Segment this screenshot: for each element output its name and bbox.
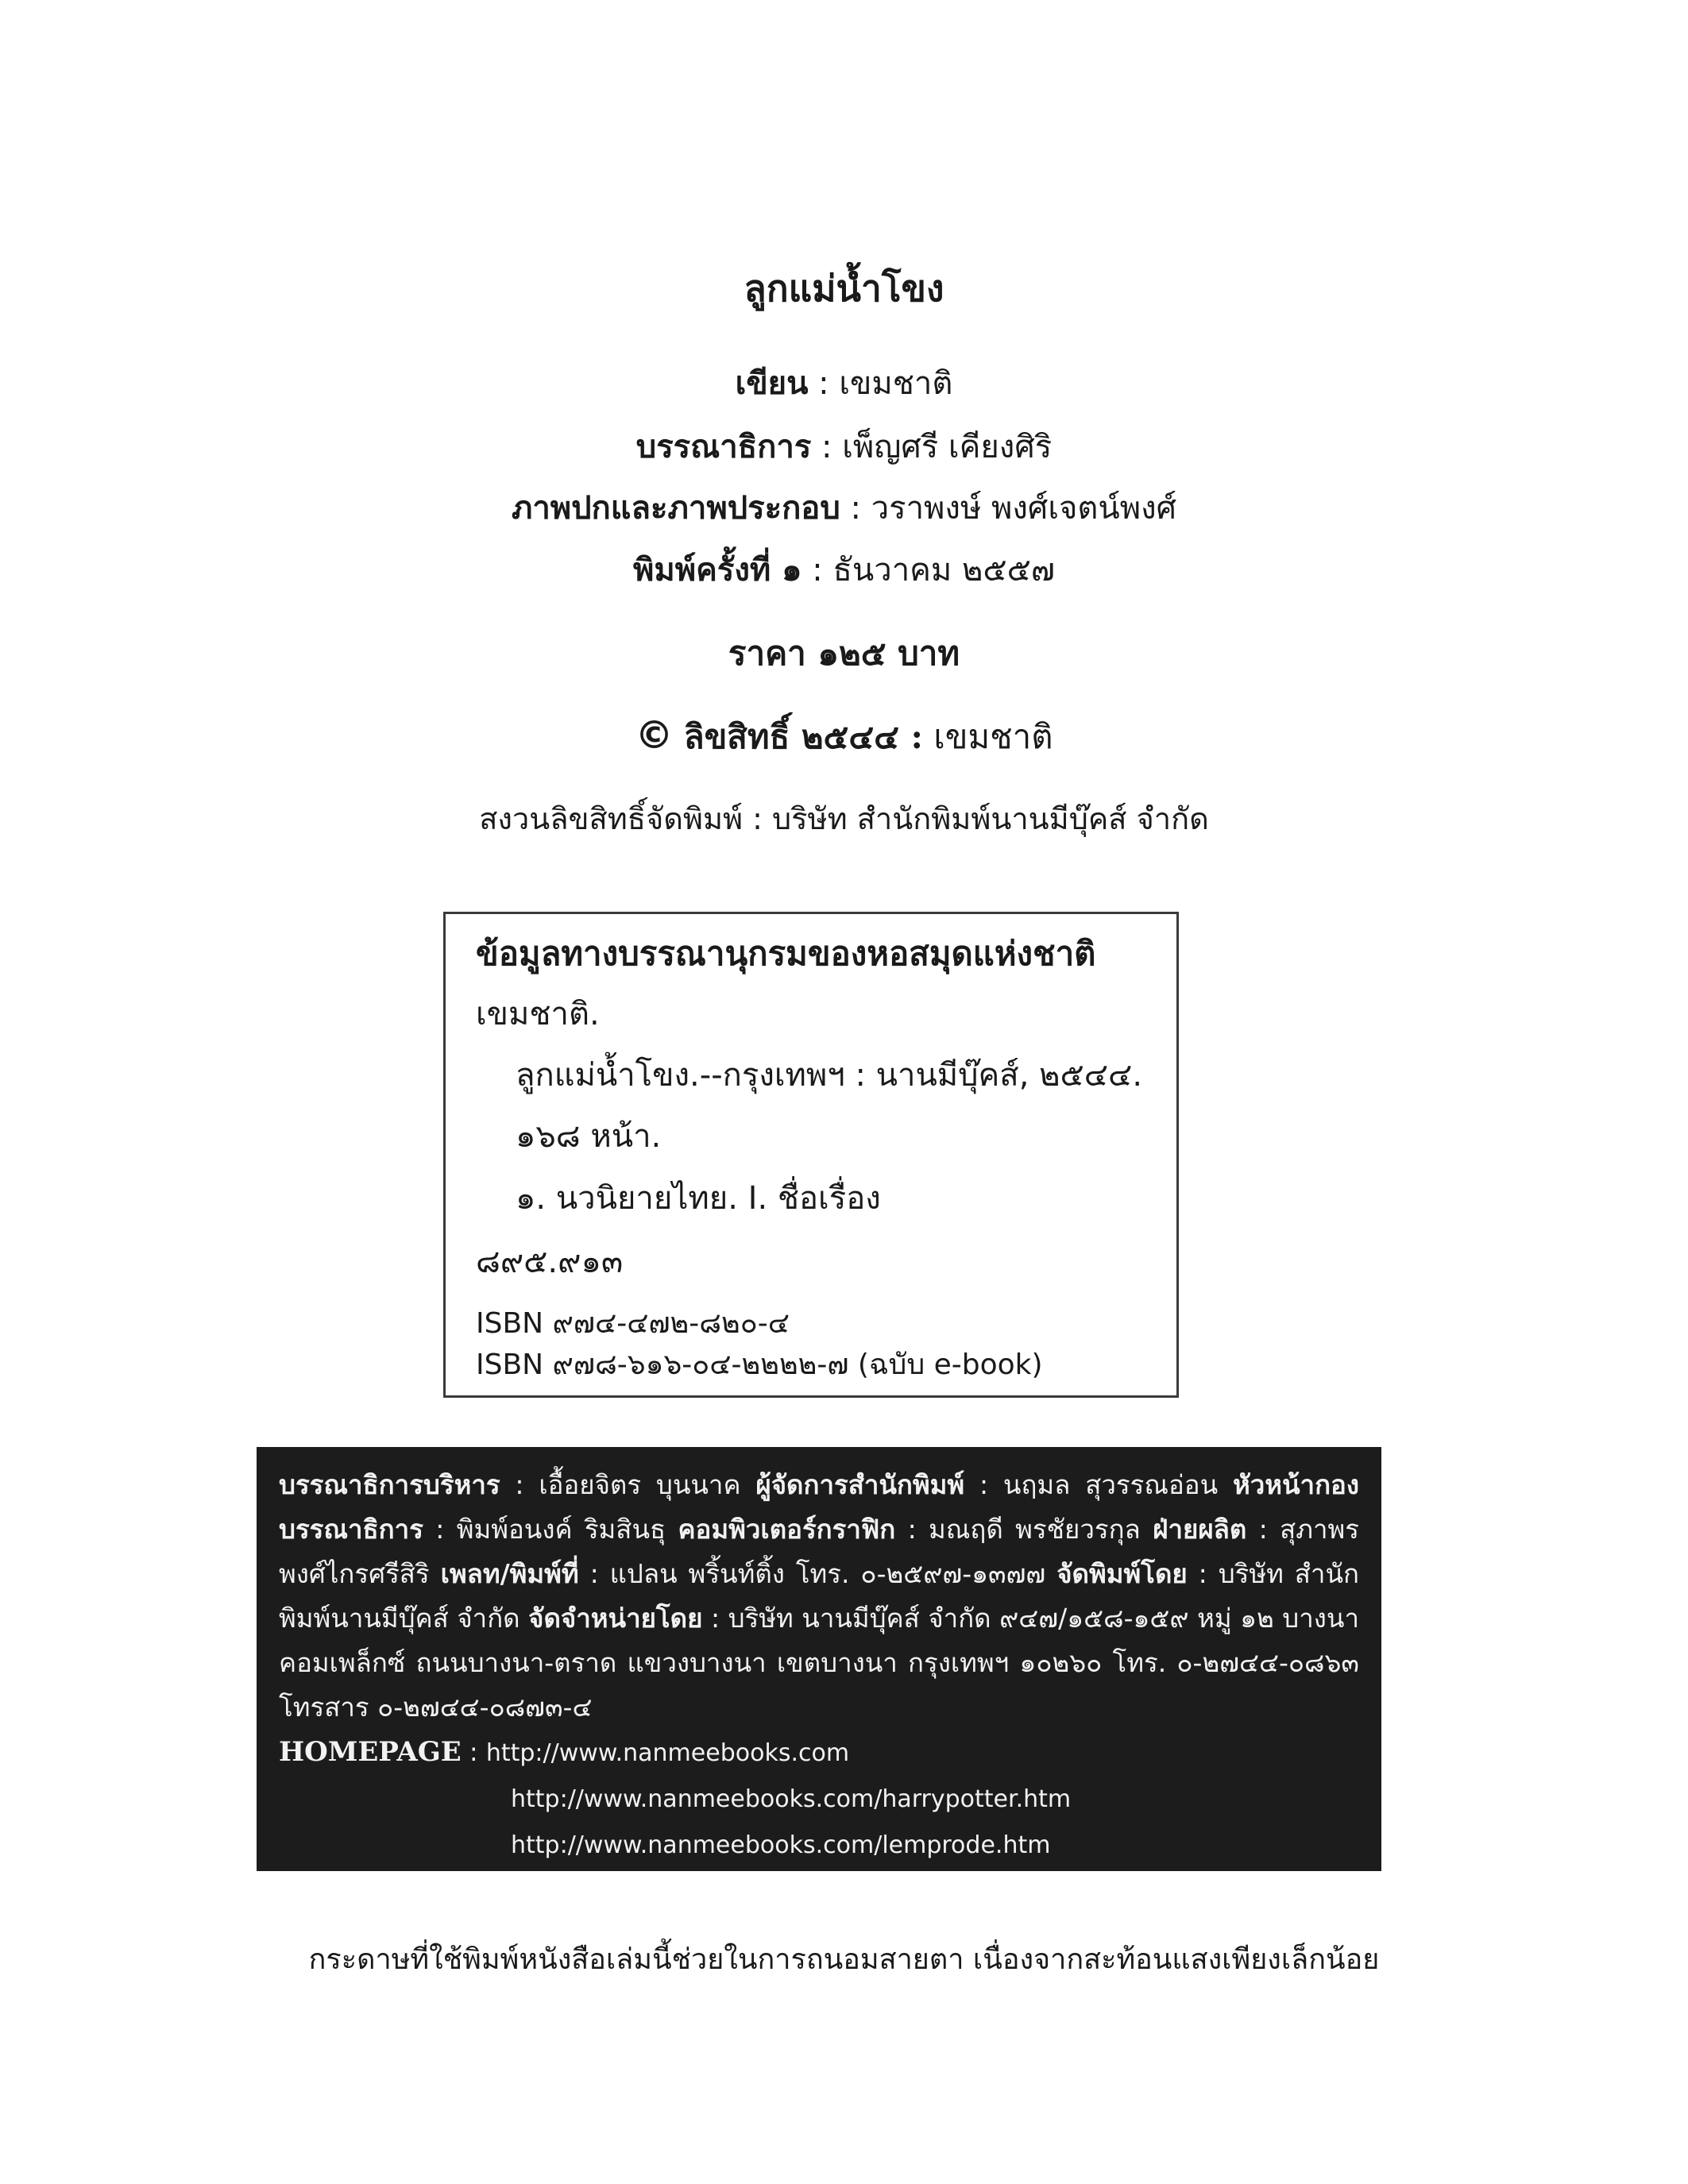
credit-editor: บรรณาธิการ : เพ็ญศรี เคียงศิริ: [635, 428, 1053, 465]
copyright-symbol: ©: [635, 713, 674, 758]
credit-value: วราพงษ์ พงศ์เจตน์พงศ์: [871, 490, 1177, 527]
imprint-value: สุภาพร พงศ์ไกรศรีสิริ: [279, 1514, 1359, 1589]
imprint-label: จัดจำหน่ายโดย: [528, 1603, 703, 1634]
imprint-value: เอื้อยจิตร บุนนาค: [539, 1469, 741, 1500]
imprint-label: บรรณาธิการบริหาร: [279, 1469, 500, 1500]
imprint-value: แปลน พริ้นท์ติ้ง โทร. ๐-๒๕๙๗-๑๓๗๗: [609, 1558, 1046, 1589]
homepage-link[interactable]: http://www.nanmeebooks.com: [485, 1739, 850, 1767]
imprint-label: ฝ่ายผลิต: [1153, 1514, 1247, 1545]
imprint-value: บริษัท สำนักพิมพ์นานมีบุ๊คส์ จำกัด: [279, 1558, 1359, 1634]
cip-box: [443, 912, 1179, 1398]
homepage-row: [279, 1776, 1359, 1822]
imprint-label: จัดพิมพ์โดย: [1056, 1558, 1188, 1589]
copyright-owner: เขมชาติ: [933, 717, 1053, 756]
imprint-label: ผู้จัดการสำนักพิมพ์: [755, 1469, 965, 1500]
cip-isbn-ebook: ISBN ๙๗๘-๖๑๖-๐๔-๒๒๒๒-๗ (ฉบับ e-book): [476, 1349, 1043, 1381]
copyright-label: ลิขสิทธิ์ ๒๕๔๔ :: [683, 717, 924, 756]
imprint-value: นฤมล สุวรรณอ่อน: [1002, 1469, 1219, 1500]
cip-title-line: ลูกแม่น้ำโขง.--กรุงเทพฯ : นานมีบุ๊คส์, ๒๕๔๔.: [516, 1057, 1143, 1094]
credit-value: เพ็ญศรี เคียงศิริ: [842, 429, 1053, 465]
credit-label: บรรณาธิการ: [635, 428, 812, 465]
copyright-line: [0, 713, 1688, 759]
credit-author: เขียน : เขมชาติ: [735, 365, 953, 402]
cip-heading: ข้อมูลทางบรรณานุกรมของหอสมุดแห่งชาติ: [476, 934, 1096, 973]
cip-classification: ๘๙๕.๙๑๓: [476, 1244, 624, 1280]
imprint-paragraph: บรรณาธิการบริหาร : เอื้อยจิตร บุนนาค ผู้จัดการสำนักพิมพ์ : นฤมล สุวรรณอ่อน หัวหน้ากองบรรณาธิการ : พิมพ์อนงค์ ริมสินธุ คอมพิวเตอร์กราฟิก : มณฤดี พรชัยวรกุล ฝ่ายผลิต : สุภาพร พงศ์ไกรศรีสิริ เพลท/พิมพ์ที่ : แปลน พริ้นท์ติ้ง โทร. ๐-๒๕๙๗-๑๓๗๗ จัดพิมพ์โดย : บริษัท สำนักพิมพ์นานมีบุ๊คส์ จำกัด จัดจำหน่ายโดย : บริษัท นานมีบุ๊คส์ จำกัด ๙๔๗/๑๕๘-๑๕๙ หมู่ ๑๒ บางนาคอมเพล็กซ์ ถนนบางนา-ตราด แขวงบางนา เขตบางนา กรุงเทพฯ ๑๐๒๖๐ โทร. ๐-๒๗๔๔-๐๘๖๓ โทรสาร ๐-๒๗๔๔-๐๘๗๓-๔: [279, 1469, 1359, 1723]
credit-label: ภาพปกและภาพประกอบ: [511, 489, 840, 527]
imprint-label: หัวหน้ากองบรรณาธิการ: [279, 1469, 1359, 1545]
homepage-link[interactable]: http://www.nanmeebooks.com/lemprode.htm: [511, 1831, 1051, 1859]
cip-isbn-print: ISBN ๙๗๔-๔๗๒-๘๒๐-๔: [476, 1307, 790, 1340]
credit-label: เขียน: [735, 365, 809, 402]
homepage-link[interactable]: http://www.nanmeebooks.com/harrypotter.htm: [511, 1785, 1072, 1813]
book-title: ลูกแม่น้ำโขง: [744, 267, 944, 310]
paper-note: กระดาษที่ใช้พิมพ์หนังสือเล่มนี้ช่วยในการถนอมสายตา เนื่องจากสะท้อนแสงเพียงเล็กน้อย: [308, 1943, 1380, 1976]
imprint-value: มณฤดี พรชัยวรกุล: [929, 1514, 1141, 1545]
imprint-value: บริษัท นานมีบุ๊คส์ จำกัด ๙๔๗/๑๕๘-๑๕๙ หมู่ ๑๒ บางนาคอมเพล็กซ์ ถนนบางนา-ตราด แขวงบางนา เขตบางนา กรุงเทพฯ ๑๐๒๖๐ โทร. ๐-๒๗๔๔-๐๘๖๓ โทรสาร ๐-๒๗๔๔-๐๘๗๓-๔: [279, 1603, 1359, 1723]
imprint-label: เพลท/พิมพ์ที่: [440, 1558, 579, 1589]
credit-value: เขมชาติ: [839, 365, 953, 402]
cip-author: เขมชาติ.: [476, 996, 600, 1032]
imprint-label: คอมพิวเตอร์กราฟิก: [678, 1514, 896, 1545]
credit-value: ธันวาคม ๒๕๕๗: [832, 552, 1055, 588]
homepage-label: HOMEPAGE: [279, 1736, 462, 1768]
publishing-rights: สงวนลิขสิทธิ์จัดพิมพ์ : บริษัท สำนักพิมพ์นานมีบุ๊คส์ จำกัด: [479, 801, 1209, 836]
price: ราคา ๑๒๕ บาท: [728, 634, 960, 673]
credit-illustrator: ภาพปกและภาพประกอบ : วราพงษ์ พงศ์เจตน์พงศ์: [511, 489, 1177, 527]
cip-pages: ๑๖๘ หน้า.: [516, 1118, 662, 1155]
homepage-row: [279, 1822, 1359, 1868]
credit-label: พิมพ์ครั้งที่ ๑: [633, 551, 802, 588]
imprint-box: [257, 1447, 1381, 1871]
imprint-value: พิมพ์อนงค์ ริมสินธุ: [456, 1514, 666, 1545]
homepage-row: HOMEPAGE : http://www.nanmeebooks.com: [279, 1736, 850, 1768]
credit-edition: พิมพ์ครั้งที่ ๑ : ธันวาคม ๒๕๕๗: [633, 551, 1055, 588]
cip-subjects: ๑. นวนิยายไทย. I. ชื่อเรื่อง: [516, 1180, 881, 1217]
